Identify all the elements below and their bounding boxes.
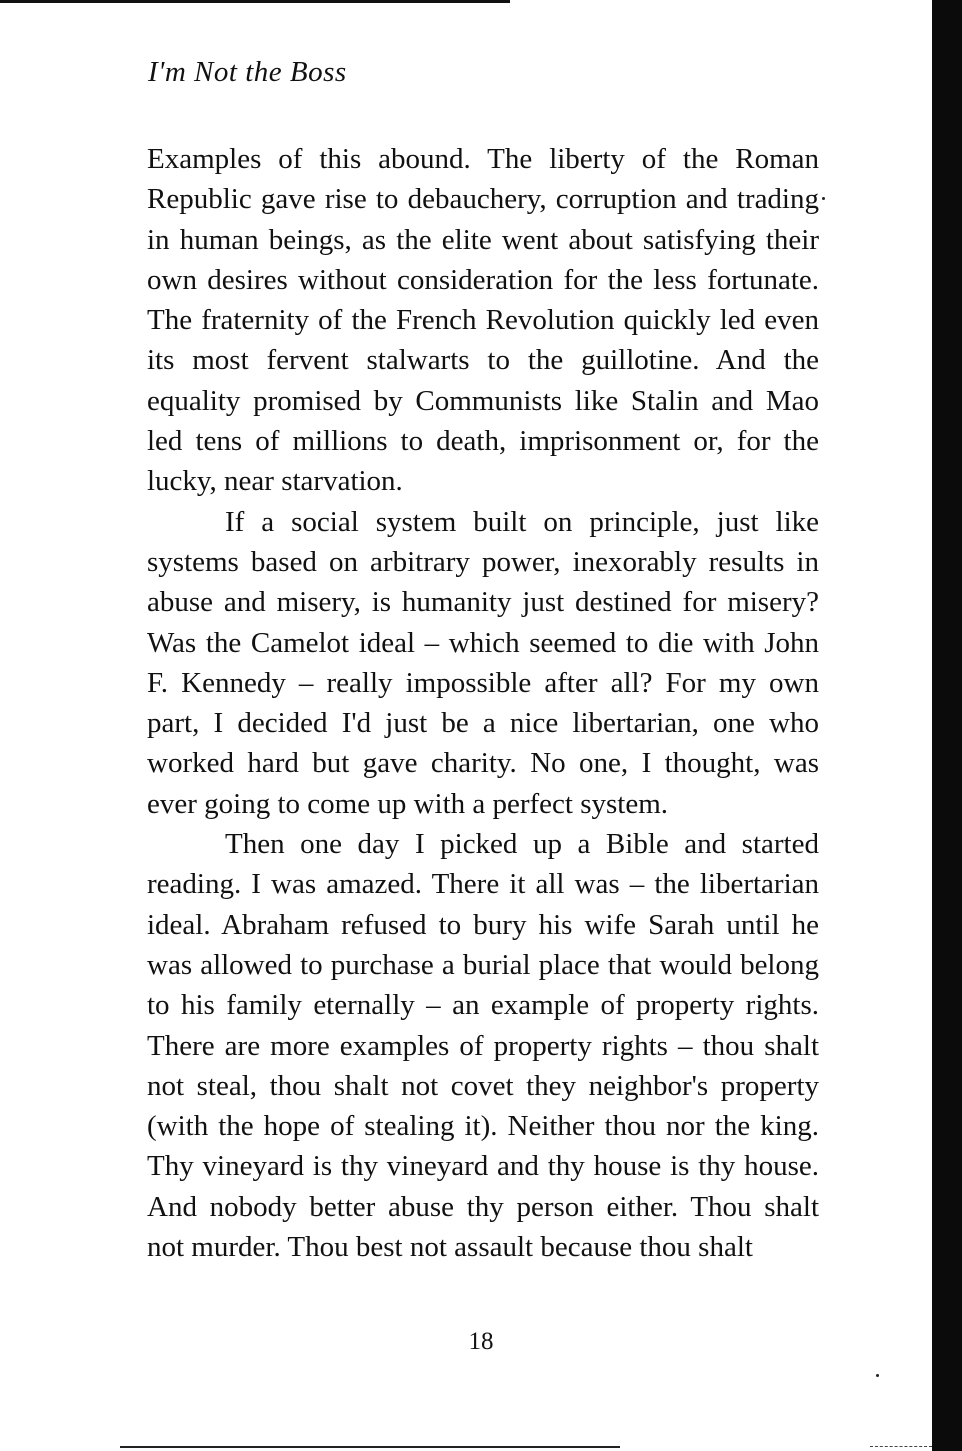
text-line: Examples of this abound. The liberty of the Roman bbox=[147, 143, 819, 175]
text-line: in human beings, as the elite went about satisfying their bbox=[147, 223, 819, 256]
paragraph bbox=[147, 824, 819, 1267]
scan-bottom-edge bbox=[120, 1446, 620, 1448]
text-line: There are more examples of property rights – thou shalt bbox=[147, 1029, 819, 1062]
text-line: ideal. Abraham refused to bury his wife Sarah until he bbox=[147, 908, 819, 941]
paragraph bbox=[147, 139, 819, 502]
text-line: reading. I was amazed. There it all was – the libertarian bbox=[147, 868, 819, 901]
text-line: ever going to come up with a perfect system. bbox=[147, 787, 669, 820]
running-head: I'm Not the Boss bbox=[148, 56, 347, 88]
text-line: Thy vineyard is thy vineyard and thy house is thy house. bbox=[147, 1150, 819, 1183]
paragraph bbox=[147, 502, 819, 824]
scan-speck bbox=[876, 1374, 879, 1377]
scan-top-edge bbox=[0, 0, 510, 3]
text-line: led tens of millions to death, imprisonment or, for the bbox=[147, 425, 819, 458]
text-line: was allowed to purchase a burial place that would belong bbox=[147, 948, 819, 981]
text-line: systems based on arbitrary power, inexorably results in bbox=[147, 545, 819, 578]
text-line: worked hard but gave charity. No one, I thought, was bbox=[147, 747, 819, 780]
text-line: part, I decided I'd just be a nice libertarian, one who bbox=[147, 707, 819, 740]
text-line: Republic gave rise to debauchery, corruption and trading bbox=[147, 183, 819, 216]
text-line: not murder. Thou best not assault because thou shalt bbox=[147, 1231, 753, 1264]
text-line: abuse and misery, is humanity just destined for misery? bbox=[147, 586, 819, 619]
scan-speck bbox=[822, 197, 825, 200]
text-line: (with the hope of stealing it). Neither thou nor the king. bbox=[147, 1110, 819, 1143]
text-line: And nobody better abuse thy person either. Thou shalt bbox=[147, 1190, 819, 1223]
scan-right-border bbox=[932, 0, 962, 1451]
text-line: Then one day I picked up a Bible and started bbox=[225, 828, 819, 861]
text-line: If a social system built on principle, just like bbox=[225, 505, 819, 538]
text-line: not steal, thou shalt not covet they neighbor's property bbox=[147, 1069, 819, 1102]
text-line: equality promised by Communists like Stalin and Mao bbox=[147, 384, 819, 417]
body-text bbox=[147, 139, 819, 1267]
text-line: own desires without consideration for the less fortunate. bbox=[147, 263, 819, 296]
page-number: 18 bbox=[468, 1328, 494, 1355]
text-line: F. Kennedy – really impossible after all? For my own bbox=[147, 666, 819, 699]
text-line: lucky, near starvation. bbox=[147, 465, 403, 498]
text-line: its most fervent stalwarts to the guillotine. And the bbox=[147, 344, 819, 377]
scan-bottom-edge-right bbox=[870, 1446, 932, 1448]
text-line: to his family eternally – an example of property rights. bbox=[147, 989, 819, 1022]
text-line: Was the Camelot ideal – which seemed to die with John bbox=[147, 626, 819, 659]
text-line: The fraternity of the French Revolution quickly led even bbox=[147, 304, 819, 337]
